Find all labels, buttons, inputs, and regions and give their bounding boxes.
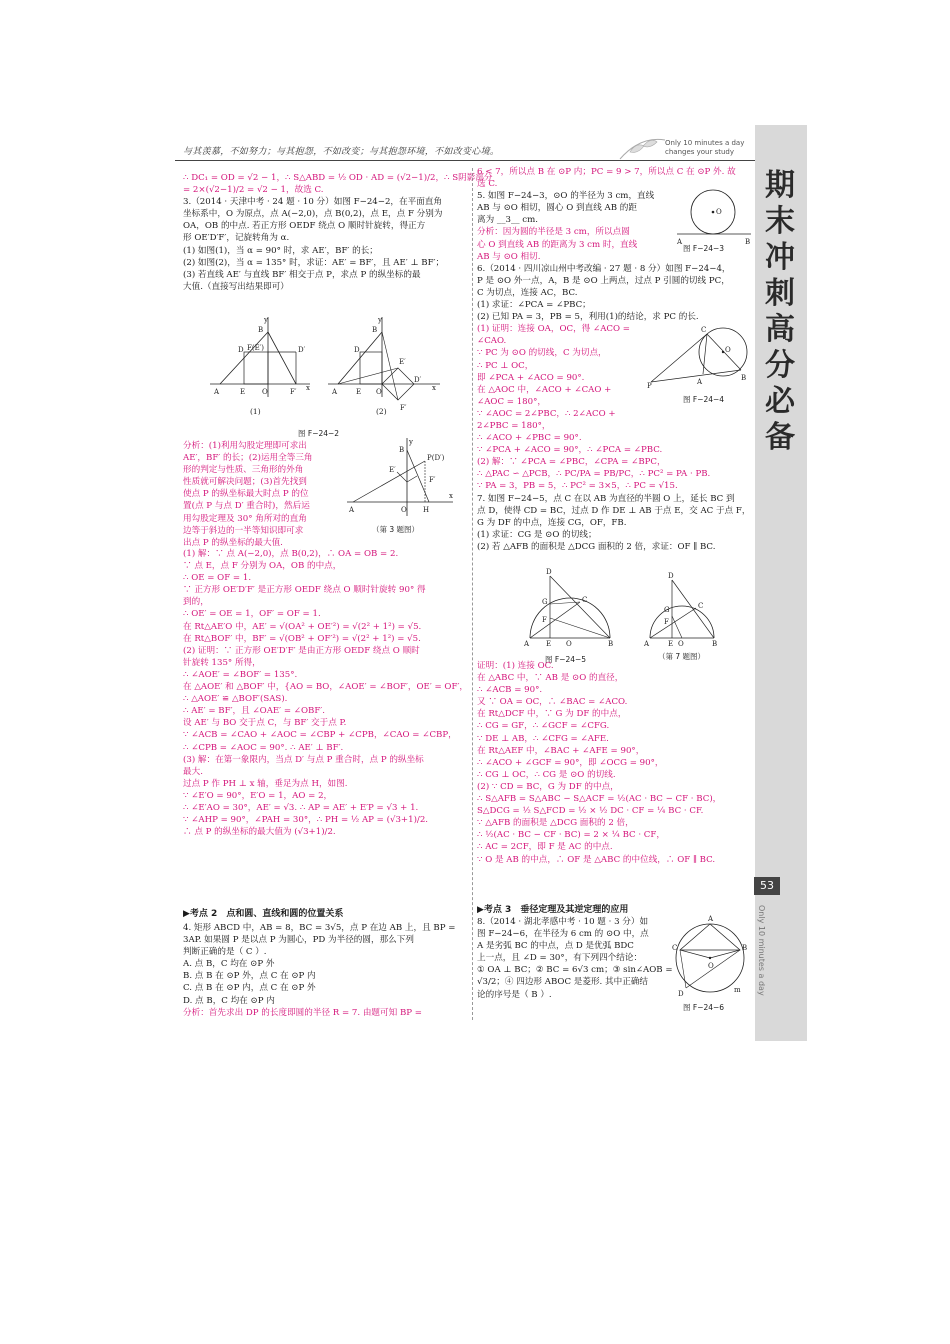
left-column-line: OA，OB 的中点. 若正方形 OEDF 绕点 O 顺时针旋转，得正方 (183, 221, 426, 232)
figure-f24-5-part1 (523, 568, 613, 648)
left-solution-line: 在 Rt△AE′O 中，AE′ = √(OA² + OE′²) = √(2² + 1²) = √5. (183, 621, 422, 632)
section-2-title: ▶考点 2 点和圆、直线和圆的位置关系 (183, 909, 344, 919)
analysis-q3-line: 使点 P 的纵坐标最大时点 P 的位 (183, 489, 309, 500)
right-column-line: 7. 如图 F−24−5，点 C 在以 AB 为直径的半圆 O 上，延长 BC 到 (477, 493, 735, 504)
question-8-line: 图 F−24−6，在半径为 6 cm 的 ⊙O 中，点 (477, 929, 649, 940)
right-column-line: 点 D，使得 CD = BC，过点 D 作 DE ⊥ AB 于点 E，交 AC 于点 F， (477, 505, 751, 516)
question-4-line: 分析：首先求出 DP 的长度即圆的半径 R = 7. 由题可知 BP = (183, 1007, 422, 1018)
svg-text:D′: D′ (298, 346, 306, 354)
svg-text:x: x (432, 384, 436, 392)
figure-f24-2-caption: 图 F−24−2 (298, 429, 340, 438)
left-column-top (183, 172, 493, 293)
svg-text:O: O (376, 388, 382, 396)
sidebar-english: Only 10 minutes a day (757, 905, 766, 996)
left-column-line: = 2×(√2−1)/2 = √2 − 1，故选 C. (183, 185, 324, 196)
question-4-line: A. 点 B，C 均在 ⊙P 外 (183, 959, 275, 970)
svg-text:C: C (582, 596, 588, 604)
section-3-title: ▶考点 3 垂径定理及其逆定理的应用 (477, 905, 629, 915)
svg-text:O: O (262, 388, 268, 396)
right-column-line: 6.（2014 · 四川凉山州中考改编 · 27 题 · 8 分）如图 F−24−4， (477, 263, 731, 274)
left-column-line: (1) 如图(1)，当 α = 90° 时，求 AE′，BF′ 的长； (183, 245, 378, 256)
sidebar-title: 期末冲刺高分必备 (765, 168, 795, 455)
right-solution-line: ∵ O 是 AB 的中点，∴ OF 是 △ABC 的中位线，∴ OF ∥ BC. (477, 854, 716, 865)
question-8-line: 论的序号是（ B ）. (477, 989, 552, 1000)
svg-text:C: C (701, 326, 707, 334)
right-column-line: P 是 ⊙O 外一点，A，B 是 ⊙O 上两点，过点 P 引圆的切线 PC， (477, 275, 730, 286)
svg-text:B: B (741, 374, 747, 382)
right-solution-line: 在 △ABC 中，∵ AB 是 ⊙O 的直径， (477, 673, 624, 684)
question-8-line: √3/2；④ 四边形 ABOC 是菱形. 其中正确结 (477, 977, 648, 988)
svg-text:G: G (664, 606, 670, 614)
analysis-q3-line: AE′，BF′ 的长；(2)运用全等三角 (183, 453, 313, 464)
svg-text:B: B (258, 326, 264, 334)
analysis-q3 (183, 440, 343, 549)
right-column-line: ∵ PA = 3，PB = 5，∴ PC² = 3×5，∴ PC = √15. (477, 481, 678, 492)
left-solution-line: ∴ ∠E′AO = 30°，AE′ = √3. ∴ AP = AE′ + E′P = √3 + 1. (183, 802, 419, 813)
svg-text:F′: F′ (400, 404, 407, 412)
right-solution-line: (2) ∵ CD = BC，G 为 DF 的中点， (477, 781, 619, 792)
analysis-q3-line: 置(点 P 与点 D′ 重合时)，然后运 (183, 501, 310, 512)
svg-text:B: B (742, 944, 748, 952)
svg-text:G: G (542, 598, 548, 606)
figure-q3-caption: （第 3 题图） (372, 525, 420, 534)
right-solution-line: 在 Rt△AEF 中，∠BAC + ∠AFE = 90°， (477, 745, 645, 756)
right-column-line: C 为切点，连接 AC，BC. (477, 287, 578, 298)
analysis-q3-line: 用勾股定理及 30° 角所对的直角 (183, 513, 307, 524)
left-solution-line: ∴ ∠CPB = ∠AOC = 90°. ∴ AE′ ⊥ BF′. (183, 742, 344, 753)
analysis-q3-line: 分析：(1)利用勾股定理即可求出 (183, 441, 307, 451)
svg-text:O: O (678, 640, 684, 648)
right-solution-line: 证明：(1) 连接 OC. (477, 661, 554, 671)
right-column-line: 分析：因为圆的半径是 3 cm，所以点圆 (477, 227, 630, 238)
figure-f24-3 (675, 186, 755, 248)
svg-text:O: O (716, 208, 722, 216)
header-motto: 与其羡慕，不如努力；与其抱怨，不如改变；与其抱怨环境，不如改变心境。 (183, 147, 500, 157)
svg-text:B: B (399, 446, 405, 454)
right-solution-line: ∴ ∠ACO + ∠GCF = 90°，即 ∠OCG = 90°， (477, 757, 664, 768)
right-solution-line: S△DCG = ½ S△FCD = ½ × ½ DC · CF = ¼ BC · CF. (477, 806, 704, 817)
svg-text:A: A (332, 388, 338, 396)
figure-f24-2-part1 (210, 316, 310, 397)
figure-f24-5 (520, 566, 760, 650)
right-solution-line: 又 ∵ OA = OC，∴ ∠BAC = ∠ACO. (477, 697, 628, 708)
left-column-solution (183, 548, 468, 838)
left-column-line: ∴ DC₁ = OD = √2 − 1，∴ S△ABD = ½ OD · AD = (√2−1)/2，∴ S阴影部分 (183, 173, 493, 183)
right-column-line: ∴ ∠ACO + ∠PBC = 90°. (477, 433, 582, 444)
svg-text:E: E (668, 640, 674, 648)
right-column-line: 即 ∠PCA + ∠ACO = 90°. (477, 372, 585, 383)
right-column-line: ∵ PC 为 ⊙O 的切线，C 为切点， (477, 348, 607, 359)
left-solution-line: 到的， (183, 597, 209, 608)
left-column-line: (2) 如图(2)，当 α = 135° 时，求证：AE′ = BF′，且 AE′ ⊥ BF′； (183, 257, 445, 268)
svg-text:F: F (664, 618, 669, 626)
header-rule (175, 160, 755, 161)
header-english (665, 139, 744, 157)
svg-text:C: C (672, 944, 678, 952)
question-4 (183, 922, 468, 1019)
right-solution-line: ∴ ½(AC · BC − CF · BC) = 2 × ¼ BC · CF， (477, 830, 665, 841)
left-solution-line: ∴ 点 P 的纵坐标的最大值为 (√3+1)/2. (183, 827, 336, 838)
right-column-line: ∴ PC ⊥ OC， (477, 360, 534, 371)
svg-text:D: D (354, 346, 360, 354)
right-column-line: 2∠PBC = 180°， (477, 420, 551, 431)
right-column-line: AB 与 ⊙O 相切，圆心 O 到直线 AB 的距 (477, 203, 637, 214)
left-solution-line: ∴ △AOE′ ≌ △BOF′(SAS). (183, 694, 288, 705)
right-column-line: G 为 DF 的中点，连接 CG，OF，FB. (477, 517, 627, 528)
figure-f24-4 (645, 322, 755, 392)
left-solution-line: ∵ ∠AHP = 90°，∠PAH = 30°，∴ PH = ½ AP = (√3+1)/2. (183, 815, 429, 826)
svg-text:A: A (349, 506, 355, 514)
figure-f24-6-caption: 图 F−24−6 (683, 1003, 725, 1012)
section-2-heading (183, 906, 468, 920)
svg-text:P: P (647, 382, 652, 390)
svg-text:A: A (644, 640, 650, 648)
svg-text:E: E (356, 388, 362, 396)
right-column-line: (2) 解：∵ ∠PCA = ∠PBC，∠CPA = ∠BPC， (477, 457, 666, 468)
svg-text:x: x (449, 492, 453, 500)
left-solution-line: (3) 解：在第一象限内，当点 D′ 与点 P 重合时，点 P 的纵坐标 (183, 754, 424, 765)
figure-f24-2-sub2: (2) (376, 407, 387, 416)
right-column-line: (2) 若 △AFB 的面积是 △DCG 面积的 2 倍，求证：OF ∥ BC. (477, 541, 716, 552)
svg-text:A: A (677, 238, 683, 246)
right-column-line: ∵ ∠AOC = 2∠PBC，∴ 2∠ACO + (477, 408, 616, 419)
svg-text:m: m (734, 986, 741, 994)
figure-f24-6 (672, 912, 752, 1002)
right-column-line: 6 < 7，所以点 B 在 ⊙P 内；PC = 9 > 7，所以点 C 在 ⊙P 外. 故 (477, 167, 736, 177)
figure-f24-5-caption: 图 F−24−5 (545, 655, 587, 664)
svg-text:E′: E′ (389, 466, 396, 474)
left-solution-line: 设 AE′ 与 BO 交于点 C，与 BF′ 交于点 P. (183, 718, 347, 729)
left-solution-line: ∵ 点 E，点 F 分别为 OA，OB 的中点， (183, 561, 342, 572)
right-column-line: 5. 如图 F−24−3，⊙O 的半径为 3 cm，直线 (477, 191, 655, 202)
svg-text:x: x (306, 384, 310, 392)
question-8-line: A 是劣弧 BC 的中点，点 D 是优弧 BDC (477, 941, 634, 952)
svg-text:F′: F′ (290, 388, 297, 396)
svg-text:F′: F′ (429, 476, 436, 484)
question-4-line: D. 点 B，C 均在 ⊙P 内 (183, 995, 275, 1006)
right-column-line: 心 O 到直线 AB 的距离为 3 cm 时，直线 (477, 239, 638, 250)
svg-text:A: A (708, 915, 714, 923)
left-solution-line: 最大. (183, 766, 203, 777)
left-column-line: 坐标系中，O 为原点，点 A(−2,0)，点 B(0,2)，点 E，点 F 分别为 (183, 209, 443, 220)
svg-text:B: B (745, 238, 751, 246)
figure-f24-2-sub1: (1) (250, 407, 261, 416)
right-column-line: (1) 证明：连接 OA，OC，得 ∠ACO = (477, 324, 630, 335)
right-column-line: AB 与 ⊙O 相切. (477, 251, 541, 262)
right-column-line: ∴ △PAC ∽ △PCB，∴ PC/PA = PB/PC，∴ PC² = PA · PB. (477, 469, 711, 480)
left-solution-line: ∴ OE = OF = 1. (183, 573, 252, 584)
svg-text:A: A (524, 640, 530, 648)
svg-text:E: E (240, 388, 246, 396)
figure-f24-2 (200, 312, 450, 417)
left-solution-line: ∴ ∠AOE′ = ∠BOF′ = 135°. (183, 669, 298, 680)
figure-f24-3-caption: 图 F−24−3 (683, 244, 725, 253)
svg-text:F(E′): F(E′) (247, 344, 265, 352)
question-4-line: 4. 矩形 ABCD 中，AB = 8，BC = 3√5，点 P 在边 AB 上，且 BP = (183, 923, 456, 933)
question-4-line: 判断正确的是（ C ）. (183, 947, 267, 958)
right-solution-line: ∵ △AFB 的面积是 △DCG 面积的 2 倍， (477, 818, 634, 829)
header-english-line2: changes your study (665, 148, 735, 156)
right-column-line: (2) 已知 PA = 3，PB = 5，利用(1)的结论，求 PC 的长. (477, 312, 699, 323)
analysis-q3-line: 性质就可解决问题；(3)首先找到 (183, 477, 307, 488)
analysis-q3-line: 出点 P 的纵坐标的最大值. (183, 537, 283, 548)
left-solution-line: ∵ ∠E′O = 90°，E′O = 1，AO = 2， (183, 790, 333, 801)
left-solution-line: 在 △AOE′ 和 △BOF′ 中，{AO = BO，∠AOE′ = ∠BOF′，OE′ = OF′， (183, 682, 468, 693)
question-4-line: C. 点 B 在 ⊙P 内，点 C 在 ⊙P 外 (183, 983, 316, 994)
right-column-line: ∠AOC = 180°， (477, 396, 546, 407)
column-divider (472, 168, 473, 1020)
svg-text:H: H (423, 506, 430, 514)
left-solution-line: ∴ OE′ = OE = 1，OF′ = OF = 1. (183, 609, 321, 620)
svg-text:B: B (372, 326, 378, 334)
right-solution-line: ∴ ∠ACB = 90°. (477, 685, 543, 696)
right-column-line: ∠CAO. (477, 336, 507, 347)
question-8-line: 8.（2014 · 湖北孝感中考 · 10 题 · 3 分）如 (477, 917, 649, 927)
right-solution-line: ∴ AC = 2CF，即 F 是 AC 的中点. (477, 842, 613, 853)
right-solution-line: ∴ CG ⊥ OC，∴ CG 是 ⊙O 的切线. (477, 769, 616, 780)
right-column-line: 在 △AOC 中，∠ACO + ∠CAO + (477, 384, 612, 395)
svg-text:D: D (238, 346, 244, 354)
svg-text:E′: E′ (399, 358, 406, 366)
right-solution-line: ∵ DE ⊥ AB，∴ ∠CFG = ∠AFE. (477, 733, 609, 744)
svg-text:y: y (264, 316, 268, 324)
svg-text:O: O (401, 506, 407, 514)
figure-f24-4-caption: 图 F−24−4 (683, 395, 725, 404)
svg-text:E: E (546, 640, 552, 648)
svg-text:B: B (712, 640, 718, 648)
svg-text:O: O (566, 640, 572, 648)
right-column-solution (477, 660, 757, 866)
svg-text:O: O (725, 346, 731, 354)
right-solution-line: 在 Rt△DCF 中，∵ G 为 DF 的中点， (477, 709, 627, 720)
page-header (175, 134, 755, 162)
figure-q3 (345, 436, 455, 526)
svg-text:F: F (542, 616, 547, 624)
svg-text:A: A (697, 378, 703, 386)
analysis-q3-line: 形的判定与性质、三角形的外角 (183, 465, 304, 476)
left-solution-line: (2) 证明：∵ 正方形 OE′D′F′ 是由正方形 OEDF 绕点 O 顺时 (183, 645, 420, 656)
figure-q7-part (643, 572, 717, 648)
svg-text:y: y (378, 316, 382, 324)
figure-f24-2-part2 (328, 316, 440, 412)
svg-text:O: O (708, 962, 714, 970)
question-4-line: B. 点 B 在 ⊙P 外，点 C 在 ⊙P 内 (183, 971, 316, 982)
page-number: 53 (754, 877, 780, 895)
figure-q7-caption: （第 7 题图） (658, 652, 706, 661)
left-column-line: 3.（2014 · 天津中考 · 24 题 · 10 分）如图 F−24−2，在平面直角 (183, 197, 442, 208)
analysis-q3-line: 边等于斜边的一半等知识即可求 (183, 525, 304, 536)
left-solution-line: ∵ ∠ACB = ∠CAO + ∠AOC = ∠CBP + ∠CPB，∠CAO = ∠CBP， (183, 730, 457, 741)
right-solution-line: ∴ S△AFB = S△ABC − S△ACF = ½(AC · BC − CF · BC)， (477, 794, 722, 805)
right-column-line: 离为 __3__ cm. (477, 215, 538, 226)
left-solution-line: 过点 P 作 PH ⊥ x 轴，垂足为点 H，如图. (183, 778, 348, 789)
left-solution-line: (1) 解：∵ 点 A(−2,0)，点 B(0,2)，∴ OA = OB = 2. (183, 549, 399, 559)
svg-text:D: D (678, 990, 684, 998)
right-column-line: ∵ ∠PCA + ∠ACO = 90°，∴ ∠PCA = ∠PBC. (477, 445, 663, 456)
left-column-line: 大值.（直接写出结果即可） (183, 281, 289, 292)
svg-text:P(D′): P(D′) (427, 454, 445, 462)
svg-text:D′: D′ (414, 376, 422, 384)
left-solution-line: ∵ 正方形 OE′D′F′ 是正方形 OEDF 绕点 O 顺时针旋转 90° 得 (183, 585, 426, 596)
svg-text:D: D (546, 568, 552, 576)
left-column-line: 形 OE′D′F′，记旋转角为 α. (183, 233, 290, 244)
right-column-line: (1) 求证：CG 是 ⊙O 的切线； (477, 529, 597, 540)
svg-text:B: B (608, 640, 614, 648)
question-8-line: 上一点，且 ∠D = 30°，有下列四个结论： (477, 953, 643, 964)
left-column-line: (3) 若直线 AE′ 与直线 BF′ 相交于点 P，求点 P 的纵坐标的最 (183, 269, 421, 280)
left-solution-line: ∴ AE′ = BF′，且 ∠OAE′ = ∠OBF′. (183, 706, 325, 717)
left-solution-line: 针旋转 135° 所得， (183, 657, 261, 668)
right-solution-line: ∴ CG = GF，∴ ∠GCF = ∠CFG. (477, 721, 610, 732)
question-4-line: 3AP. 如果圆 P 是以点 P 为圆心，PD 为半径的圆，那么下列 (183, 935, 414, 946)
svg-text:A: A (214, 388, 220, 396)
right-column-line: 选 C. (477, 179, 498, 190)
left-solution-line: 在 Rt△BOF′ 中，BF′ = √(OB² + OF′²) = √(2² + 1²) = √5. (183, 633, 421, 644)
svg-text:D: D (668, 572, 674, 580)
svg-text:C: C (698, 602, 704, 610)
svg-text:y: y (409, 438, 413, 446)
header-english-line1: Only 10 minutes a day (665, 139, 745, 147)
question-8-line: ① OA ⊥ BC；② BC = 6√3 cm；③ sin∠AOB = (477, 965, 673, 976)
right-column-line: (1) 求证：∠PCA = ∠PBC； (477, 300, 591, 311)
